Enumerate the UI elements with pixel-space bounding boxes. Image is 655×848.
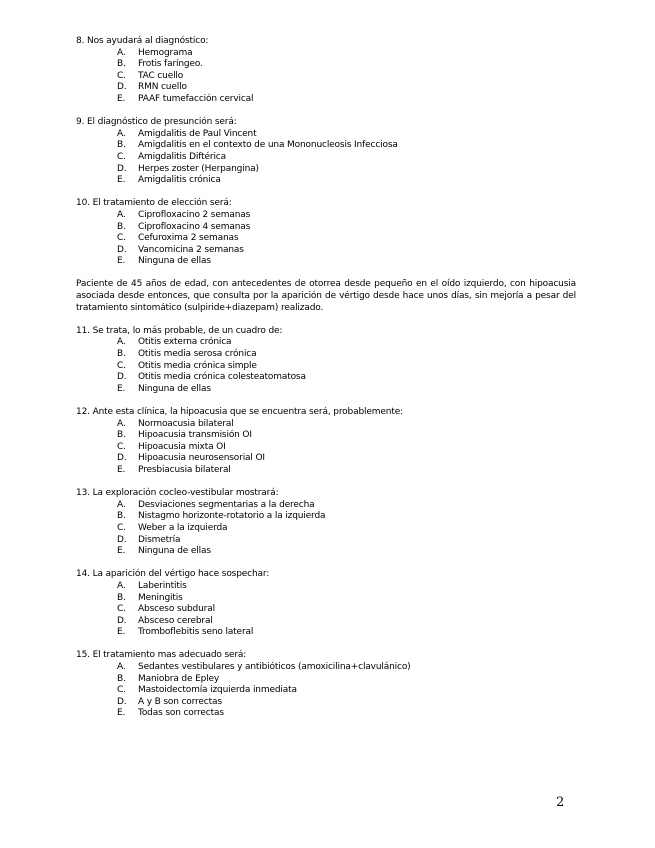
- option-letter: E.: [117, 175, 126, 186]
- answer-options: [76, 210, 576, 268]
- answer-option: [76, 94, 576, 106]
- answer-option: [76, 581, 576, 593]
- option-text: Hipoacusia transmisión OI: [138, 430, 252, 441]
- option-letter: D.: [117, 82, 127, 93]
- option-letter: A.: [117, 418, 126, 429]
- option-text: Amigdalitis de Paul Vincent: [138, 128, 257, 139]
- answer-option: [76, 59, 576, 71]
- option-letter: E.: [117, 383, 126, 394]
- option-letter: D.: [117, 696, 127, 707]
- question-title: 8. Nos ayudará al diagnóstico:: [76, 36, 209, 46]
- option-text: Vancomicina 2 semanas: [138, 244, 244, 255]
- option-letter: C.: [117, 522, 126, 533]
- option-text: Absceso subdural: [138, 604, 215, 615]
- option-text: Otitis media crónica colesteatomatosa: [138, 372, 306, 383]
- option-text: Ninguna de ellas: [138, 383, 211, 394]
- answer-options: [76, 581, 576, 639]
- question-title: 10. El tratamiento de elección será:: [76, 198, 232, 209]
- question-group-a: [76, 36, 576, 268]
- answer-option: [76, 48, 576, 60]
- question-block: [76, 488, 576, 558]
- answer-option: [76, 535, 576, 547]
- answer-option: [76, 453, 576, 465]
- question-title: 15. El tratamiento mas adecuado será:: [76, 650, 247, 661]
- answer-option: [76, 256, 576, 268]
- option-letter: D.: [117, 244, 127, 255]
- answer-option: [76, 129, 576, 141]
- option-text: Frotis faríngeo.: [138, 59, 203, 70]
- question-block: [76, 117, 576, 187]
- option-letter: A.: [117, 128, 126, 139]
- option-text: Weber a la izquierda: [138, 522, 228, 533]
- answer-option: [76, 662, 576, 674]
- answer-option: [76, 175, 576, 187]
- option-letter: C.: [117, 441, 126, 452]
- question-block: [76, 650, 576, 720]
- answer-option: [76, 627, 576, 639]
- option-text: Tromboflebitis seno lateral: [138, 627, 254, 638]
- question-title: 14. La aparición del vértigo hace sospechar:: [76, 569, 270, 580]
- option-text: Ninguna de ellas: [138, 546, 211, 557]
- option-text: Dismetría: [138, 534, 181, 545]
- option-letter: E.: [117, 464, 126, 475]
- clinical-case-text: Paciente de 45 años de edad, con antecedentes de otorrea desde pequeño en el oído izquierdo, con hipoacusia asociada desde entonces, que consulta por la aparición de vértigo desde hace unos días, sin mejoría a pesar del tratamiento sintomático (sulpiride+diazepam) realizado.: [76, 279, 576, 313]
- answer-option: [76, 465, 576, 477]
- option-text: Amigdalitis en el contexto de una Mononucleosis Infecciosa: [138, 140, 398, 151]
- answer-option: [76, 604, 576, 616]
- option-letter: E.: [117, 256, 126, 267]
- answer-option: [76, 140, 576, 152]
- option-letter: A.: [117, 580, 126, 591]
- option-letter: D.: [117, 453, 127, 464]
- option-text: Cefuroxima 2 semanas: [138, 233, 239, 244]
- answer-options: [76, 337, 576, 395]
- option-letter: B.: [117, 511, 126, 522]
- option-letter: C.: [117, 233, 126, 244]
- option-letter: C.: [117, 360, 126, 371]
- option-letter: A.: [117, 499, 126, 510]
- option-text: PAAF tumefacción cervical: [138, 93, 254, 104]
- answer-option: [76, 616, 576, 628]
- answer-option: [76, 361, 576, 373]
- option-text: TAC cuello: [138, 70, 184, 81]
- option-text: Hemograma: [138, 47, 193, 58]
- option-letter: A.: [117, 662, 126, 673]
- answer-option: [76, 210, 576, 222]
- option-letter: B.: [117, 673, 126, 684]
- option-letter: E.: [117, 627, 126, 638]
- answer-options: [76, 129, 576, 187]
- answer-option: [76, 164, 576, 176]
- option-letter: D.: [117, 615, 127, 626]
- answer-option: [76, 384, 576, 396]
- option-text: Mastoidectomía izquierda inmediata: [138, 685, 297, 696]
- option-letter: C.: [117, 685, 126, 696]
- answer-option: [76, 349, 576, 361]
- option-text: Todas son correctas: [138, 708, 224, 719]
- answer-option: [76, 337, 576, 349]
- answer-option: [76, 245, 576, 257]
- option-letter: C.: [117, 70, 126, 81]
- question-block: [76, 326, 576, 396]
- answer-option: [76, 523, 576, 535]
- option-text: Nistagmo horizonte-rotatorio a la izquierda: [138, 511, 326, 522]
- option-text: A y B son correctas: [138, 696, 222, 707]
- question-block: [76, 407, 576, 477]
- answer-option: [76, 697, 576, 709]
- option-text: Maniobra de Epley: [138, 673, 220, 684]
- option-text: Hipoacusia mixta OI: [138, 441, 226, 452]
- answer-option: [76, 419, 576, 431]
- answer-options: [76, 48, 576, 106]
- question-title: 11. Se trata, lo más probable, de un cuadro de:: [76, 325, 283, 336]
- option-letter: B.: [117, 140, 126, 151]
- option-letter: B.: [117, 349, 126, 360]
- option-text: Meningitis: [138, 592, 183, 603]
- option-text: Sedantes vestibulares y antibióticos (amoxicilina+clavulánico): [138, 662, 411, 673]
- answer-option: [76, 511, 576, 523]
- answer-option: [76, 593, 576, 605]
- option-text: Otitis externa crónica: [138, 337, 232, 348]
- answer-option: [76, 82, 576, 94]
- answer-option: [76, 442, 576, 454]
- option-text: Otitis media crónica simple: [138, 360, 257, 371]
- option-letter: B.: [117, 430, 126, 441]
- question-title: 9. El diagnóstico de presunción será:: [76, 117, 237, 128]
- option-letter: A.: [117, 337, 126, 348]
- option-letter: A.: [117, 209, 126, 220]
- answer-option: [76, 546, 576, 558]
- option-text: Normoacusia bilateral: [138, 418, 234, 429]
- answer-options: [76, 419, 576, 477]
- answer-option: [76, 233, 576, 245]
- question-title: 13. La exploración cocleo-vestibular mostrará:: [76, 488, 279, 499]
- option-letter: B.: [117, 59, 126, 70]
- question-title: 12. Ante esta clínica, la hipoacusia que se encuentra será, probablemente:: [76, 407, 403, 417]
- answer-option: [76, 674, 576, 686]
- option-text: Absceso cerebral: [138, 615, 213, 626]
- question-group-b: [76, 326, 576, 720]
- option-letter: D.: [117, 534, 127, 545]
- answer-option: [76, 685, 576, 697]
- option-letter: C.: [117, 151, 126, 162]
- answer-option: [76, 71, 576, 83]
- option-text: Ciprofloxacino 4 semanas: [138, 221, 251, 232]
- option-letter: D.: [117, 163, 127, 174]
- question-block: [76, 569, 576, 639]
- option-text: Hipoacusia neurosensorial OI: [138, 453, 265, 464]
- option-letter: E.: [117, 93, 126, 104]
- answer-option: [76, 708, 576, 720]
- answer-option: [76, 500, 576, 512]
- option-letter: A.: [117, 47, 126, 58]
- answer-option: [76, 222, 576, 234]
- page-number: 2: [556, 795, 565, 810]
- option-letter: E.: [117, 546, 126, 557]
- option-letter: D.: [117, 372, 127, 383]
- answer-option: [76, 430, 576, 442]
- answer-option: [76, 152, 576, 164]
- option-text: Ciprofloxacino 2 semanas: [138, 209, 251, 220]
- option-text: RMN cuello: [138, 82, 187, 93]
- option-text: Amigdalitis crónica: [138, 175, 221, 186]
- option-text: Laberintitis: [138, 580, 187, 591]
- option-text: Otitis media serosa crónica: [138, 349, 257, 360]
- option-letter: E.: [117, 708, 126, 719]
- option-text: Herpes zoster (Herpangina): [138, 163, 259, 174]
- option-letter: B.: [117, 221, 126, 232]
- option-text: Amigdalitis Diftérica: [138, 151, 226, 162]
- question-block: [76, 198, 576, 268]
- answer-options: [76, 500, 576, 558]
- option-letter: B.: [117, 592, 126, 603]
- answer-option: [76, 372, 576, 384]
- option-letter: C.: [117, 604, 126, 615]
- answer-options: [76, 662, 576, 720]
- option-text: Presbiacusia bilateral: [138, 464, 231, 475]
- question-block: [76, 36, 576, 106]
- option-text: Desviaciones segmentarias a la derecha: [138, 499, 315, 510]
- option-text: Ninguna de ellas: [138, 256, 211, 267]
- page-content: [76, 36, 576, 732]
